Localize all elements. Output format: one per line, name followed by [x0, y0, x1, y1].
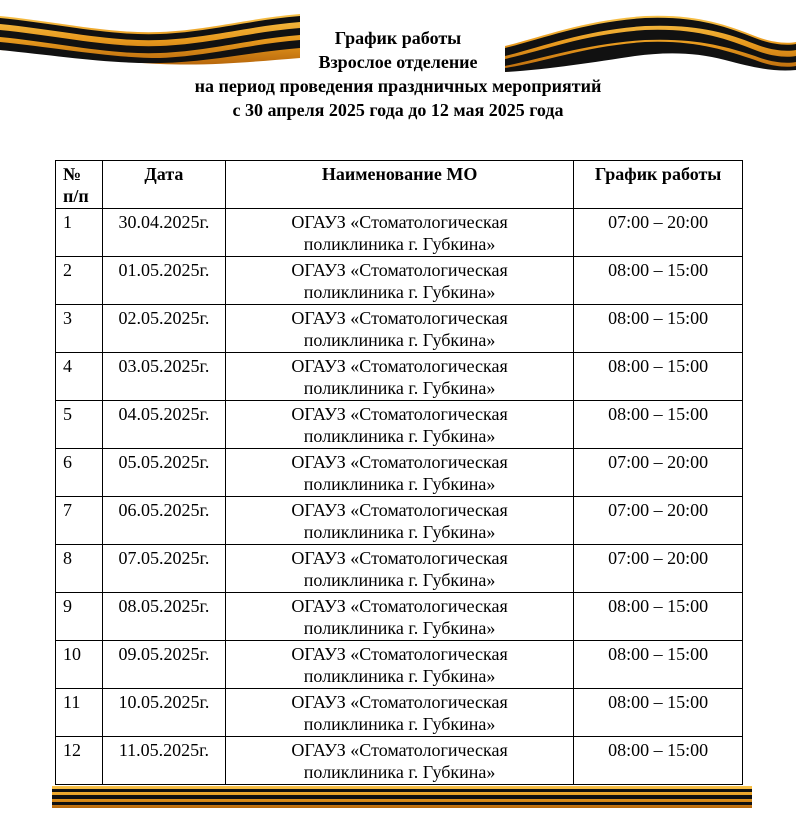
schedule-table	[55, 160, 743, 785]
table-row	[56, 209, 743, 257]
organization-name-line1: ОГАУЗ «Стоматологическая	[291, 356, 508, 376]
row-number: 11	[56, 689, 103, 737]
row-hours: 08:00 – 15:00	[574, 737, 743, 785]
row-date: 01.05.2025г.	[102, 257, 225, 305]
row-organization	[225, 737, 573, 785]
organization-name-line2: поликлиника г. Губкина»	[303, 378, 496, 398]
row-organization	[225, 689, 573, 737]
row-organization	[225, 305, 573, 353]
column-header-hours: График работы	[574, 161, 743, 209]
table-row	[56, 353, 743, 401]
row-date: 06.05.2025г.	[102, 497, 225, 545]
row-number: 8	[56, 545, 103, 593]
organization-name-line1: ОГАУЗ «Стоматологическая	[291, 404, 508, 424]
row-hours: 07:00 – 20:00	[574, 545, 743, 593]
organization-name-line1: ОГАУЗ «Стоматологическая	[291, 212, 508, 232]
row-date: 11.05.2025г.	[102, 737, 225, 785]
table-row	[56, 641, 743, 689]
organization-name-line1: ОГАУЗ «Стоматологическая	[291, 692, 508, 712]
organization-name-line2: поликлиника г. Губкина»	[303, 330, 496, 350]
column-header-organization: Наименование МО	[225, 161, 573, 209]
row-organization	[225, 449, 573, 497]
table-header-row	[56, 161, 743, 209]
organization-name-line2: поликлиника г. Губкина»	[303, 618, 496, 638]
department-name: Взрослое отделение	[318, 52, 478, 72]
date-range: с 30 апреля 2025 года до 12 мая 2025 года	[232, 100, 564, 120]
row-hours: 07:00 – 20:00	[574, 497, 743, 545]
table-row	[56, 737, 743, 785]
row-hours: 07:00 – 20:00	[574, 449, 743, 497]
row-organization	[225, 641, 573, 689]
organization-name-line1: ОГАУЗ «Стоматологическая	[291, 548, 508, 568]
row-organization	[225, 353, 573, 401]
row-hours: 08:00 – 15:00	[574, 593, 743, 641]
column-header-number: № п/п	[56, 161, 103, 209]
row-number: 12	[56, 737, 103, 785]
schedule-table-body	[56, 209, 743, 785]
organization-name-line2: поликлиника г. Губкина»	[303, 474, 496, 494]
row-number: 4	[56, 353, 103, 401]
period-description: на период проведения праздничных мероприятий	[194, 76, 602, 96]
organization-name-line1: ОГАУЗ «Стоматологическая	[291, 644, 508, 664]
organization-name-line2: поликлиника г. Губкина»	[303, 282, 496, 302]
row-number: 7	[56, 497, 103, 545]
organization-name-line1: ОГАУЗ «Стоматологическая	[291, 740, 508, 760]
row-hours: 08:00 – 15:00	[574, 305, 743, 353]
row-number: 3	[56, 305, 103, 353]
organization-name-line1: ОГАУЗ «Стоматологическая	[291, 452, 508, 472]
column-header-date: Дата	[102, 161, 225, 209]
row-date: 08.05.2025г.	[102, 593, 225, 641]
st-george-ribbon-bottom	[52, 786, 752, 808]
row-hours: 08:00 – 15:00	[574, 353, 743, 401]
row-hours: 08:00 – 15:00	[574, 689, 743, 737]
table-row	[56, 401, 743, 449]
row-number: 1	[56, 209, 103, 257]
row-date: 07.05.2025г.	[102, 545, 225, 593]
row-date: 30.04.2025г.	[102, 209, 225, 257]
organization-name-line1: ОГАУЗ «Стоматологическая	[291, 260, 508, 280]
document-header	[0, 26, 796, 122]
table-row	[56, 449, 743, 497]
organization-name-line2: поликлиника г. Губкина»	[303, 234, 496, 254]
row-organization	[225, 209, 573, 257]
row-hours: 08:00 – 15:00	[574, 401, 743, 449]
row-number: 10	[56, 641, 103, 689]
row-hours: 07:00 – 20:00	[574, 209, 743, 257]
row-organization	[225, 257, 573, 305]
row-hours: 08:00 – 15:00	[574, 641, 743, 689]
row-number: 6	[56, 449, 103, 497]
organization-name-line2: поликлиника г. Губкина»	[303, 666, 496, 686]
row-organization	[225, 497, 573, 545]
organization-name-line1: ОГАУЗ «Стоматологическая	[291, 596, 508, 616]
document-title: График работы	[334, 28, 462, 48]
organization-name-line2: поликлиника г. Губкина»	[303, 570, 496, 590]
row-date: 02.05.2025г.	[102, 305, 225, 353]
table-row	[56, 593, 743, 641]
organization-name-line2: поликлиника г. Губкина»	[303, 426, 496, 446]
row-number: 9	[56, 593, 103, 641]
row-organization	[225, 545, 573, 593]
organization-name-line2: поликлиника г. Губкина»	[303, 762, 496, 782]
organization-name-line2: поликлиника г. Губкина»	[303, 714, 496, 734]
organization-name-line1: ОГАУЗ «Стоматологическая	[291, 500, 508, 520]
row-hours: 08:00 – 15:00	[574, 257, 743, 305]
row-date: 05.05.2025г.	[102, 449, 225, 497]
row-number: 2	[56, 257, 103, 305]
row-date: 10.05.2025г.	[102, 689, 225, 737]
row-organization	[225, 401, 573, 449]
table-row	[56, 497, 743, 545]
row-number: 5	[56, 401, 103, 449]
table-row	[56, 257, 743, 305]
row-date: 04.05.2025г.	[102, 401, 225, 449]
table-row	[56, 545, 743, 593]
row-date: 03.05.2025г.	[102, 353, 225, 401]
organization-name-line1: ОГАУЗ «Стоматологическая	[291, 308, 508, 328]
row-date: 09.05.2025г.	[102, 641, 225, 689]
table-row	[56, 305, 743, 353]
table-row	[56, 689, 743, 737]
organization-name-line2: поликлиника г. Губкина»	[303, 522, 496, 542]
row-organization	[225, 593, 573, 641]
